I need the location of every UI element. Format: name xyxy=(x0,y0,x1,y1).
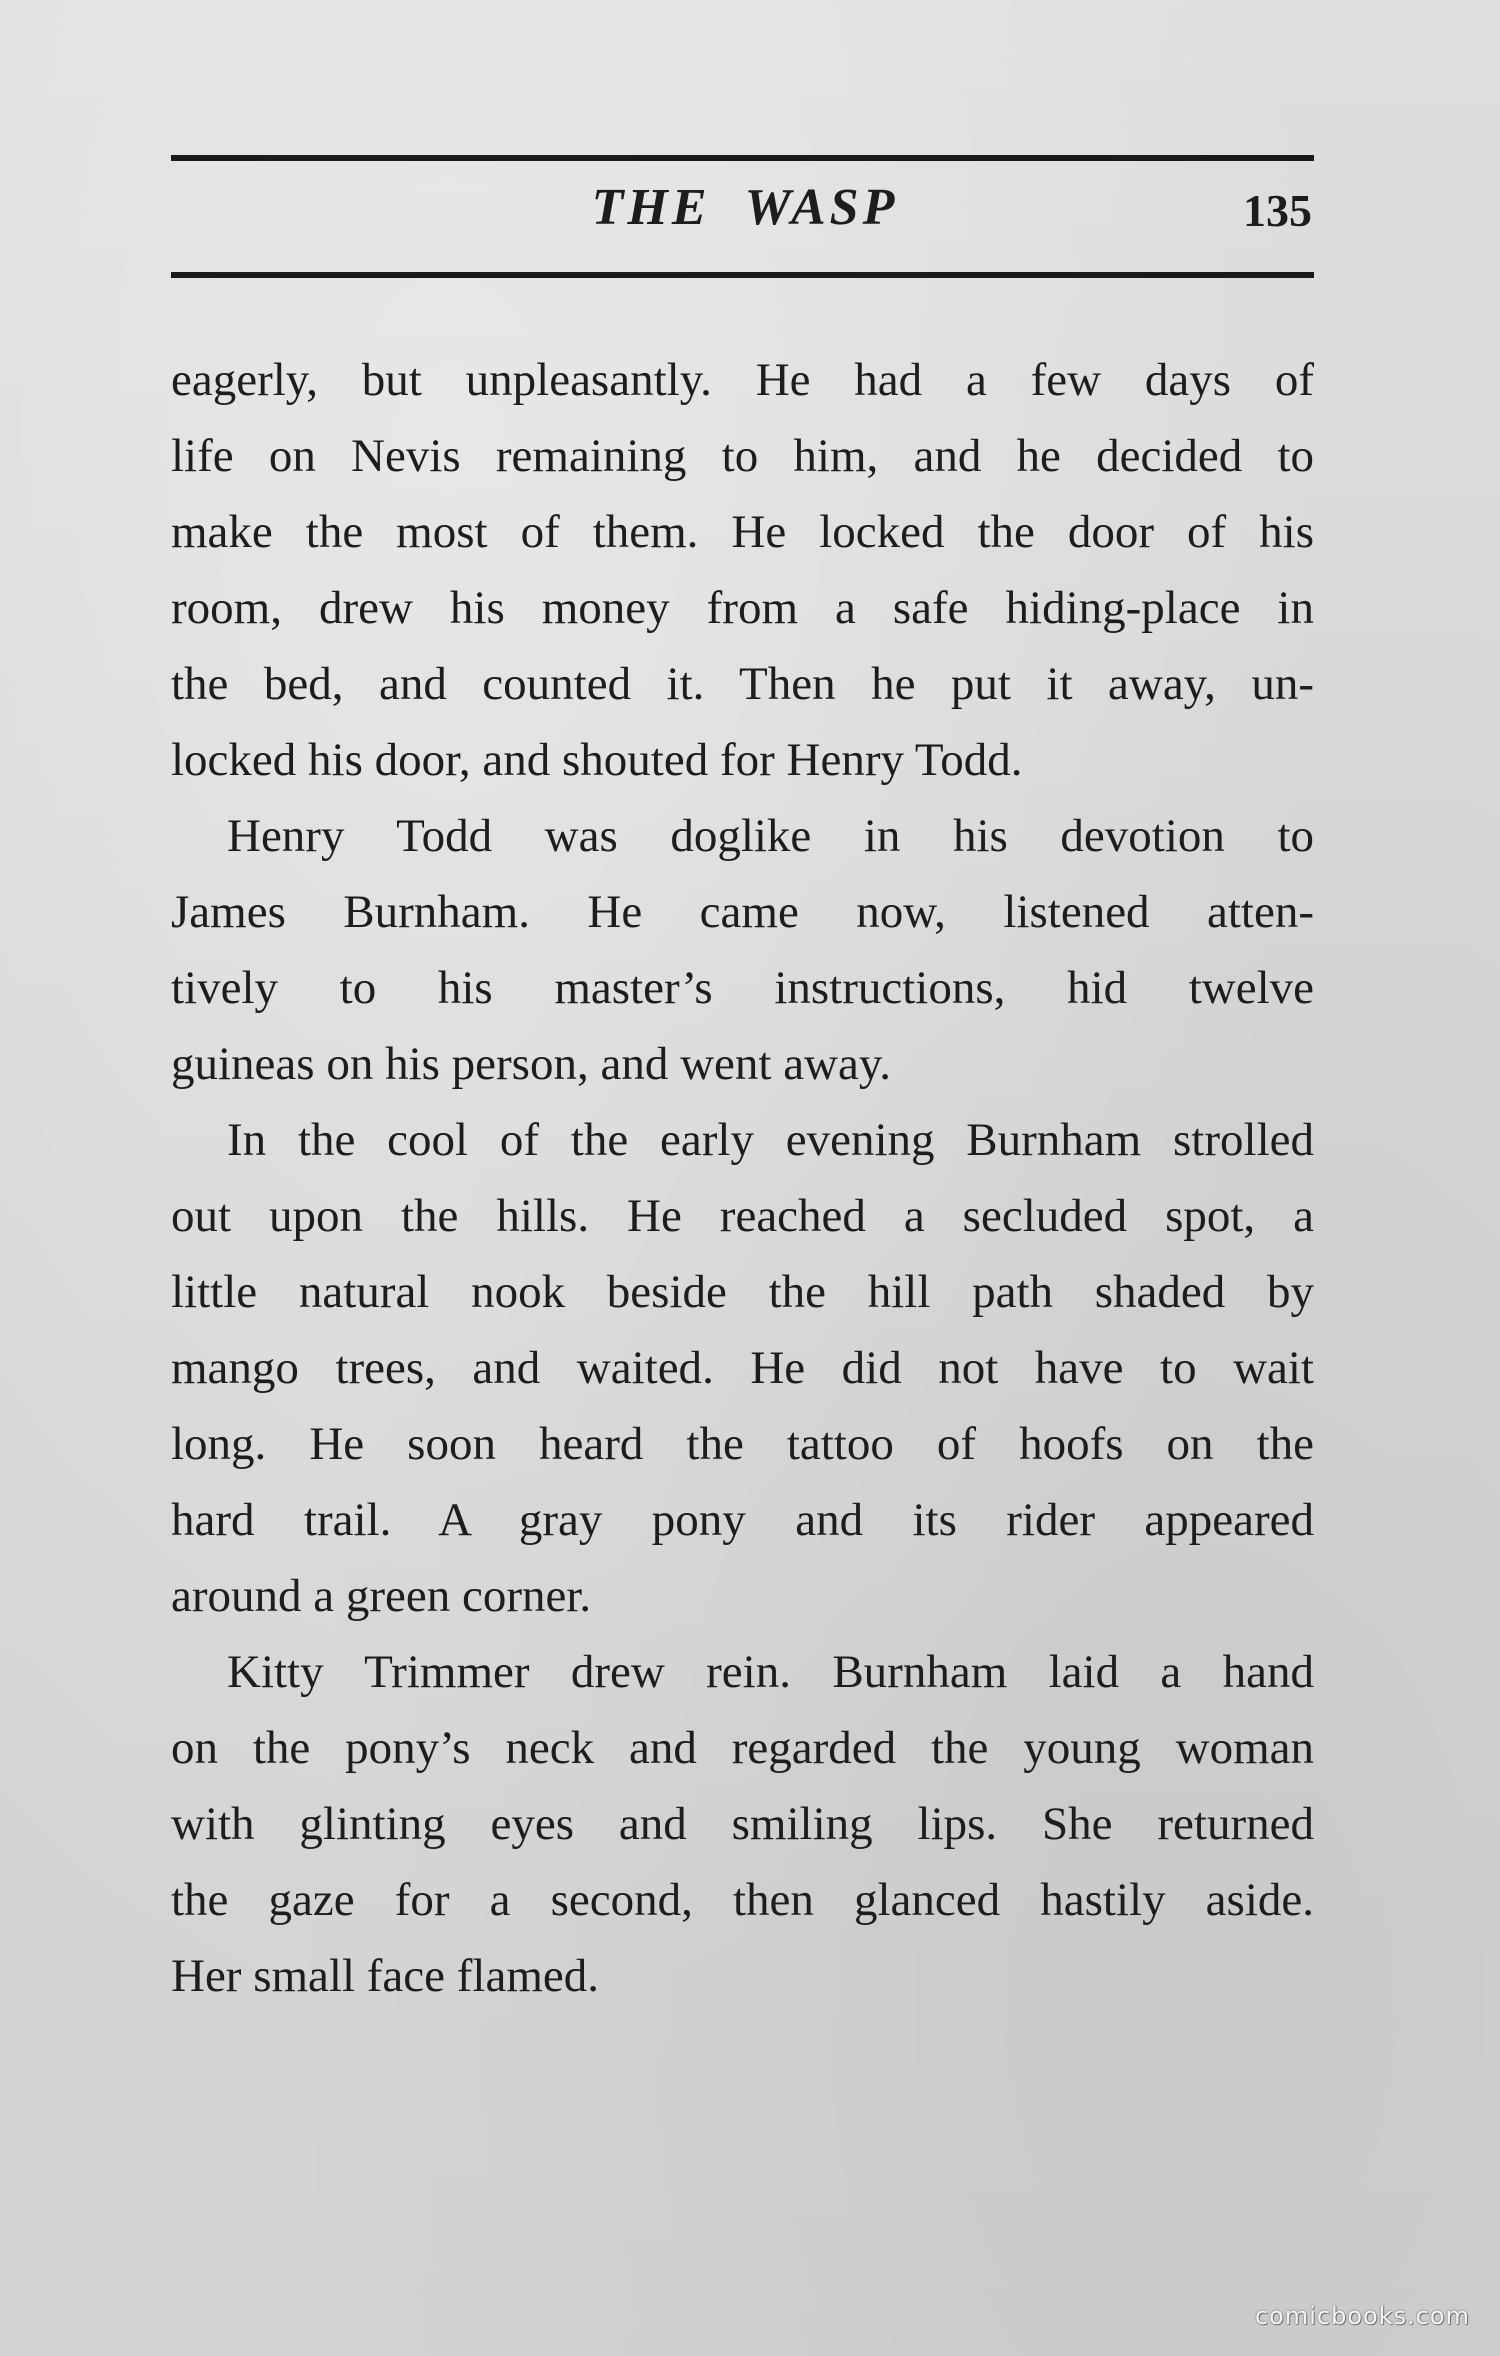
text-line: out upon the hills. He reached a secluded spot, a xyxy=(171,1190,1314,1242)
text-line: locked his door, and shouted for Henry Todd. xyxy=(171,734,1023,786)
text-line: Her small face flamed. xyxy=(171,1950,600,2002)
body-text xyxy=(171,342,1314,2014)
text-line: mango trees, and waited. He did not have to wait xyxy=(171,1342,1314,1394)
running-title: THE WASP xyxy=(591,179,899,236)
watermark: comicbooks.com xyxy=(1254,2302,1470,2330)
text-line: James Burnham. He came now, listened atten- xyxy=(171,886,1314,938)
header-rule-top xyxy=(171,155,1314,161)
header-rule-bottom xyxy=(171,272,1314,278)
text-line: little natural nook beside the hill path shaded by xyxy=(171,1266,1314,1318)
page-number: 135 xyxy=(1243,185,1312,236)
text-line: In the cool of the early evening Burnham strolled xyxy=(227,1114,1314,1166)
text-line: around a green corner. xyxy=(171,1570,592,1622)
text-line: room, drew his money from a safe hiding-place in xyxy=(171,582,1314,634)
text-line: Kitty Trimmer drew rein. Burnham laid a hand xyxy=(227,1646,1314,1698)
text-line: long. He soon heard the tattoo of hoofs on the xyxy=(171,1418,1314,1470)
text-line: the gaze for a second, then glanced hastily aside. xyxy=(171,1874,1314,1926)
text-line: hard trail. A gray pony and its rider appeared xyxy=(171,1494,1314,1546)
text-line: Henry Todd was doglike in his devotion to xyxy=(227,810,1314,862)
text-line: eagerly, but unpleasantly. He had a few days of xyxy=(171,354,1314,406)
text-line: tively to his master’s instructions, hid twelve xyxy=(171,962,1314,1014)
text-line: make the most of them. He locked the door of his xyxy=(171,506,1314,558)
text-line: the bed, and counted it. Then he put it away, un- xyxy=(171,658,1314,710)
text-line: with glinting eyes and smiling lips. She returned xyxy=(171,1798,1314,1850)
text-line: life on Nevis remaining to him, and he decided to xyxy=(171,430,1314,482)
text-line: guineas on his person, and went away. xyxy=(171,1038,892,1090)
text-line: on the pony’s neck and regarded the young woman xyxy=(171,1722,1314,1774)
